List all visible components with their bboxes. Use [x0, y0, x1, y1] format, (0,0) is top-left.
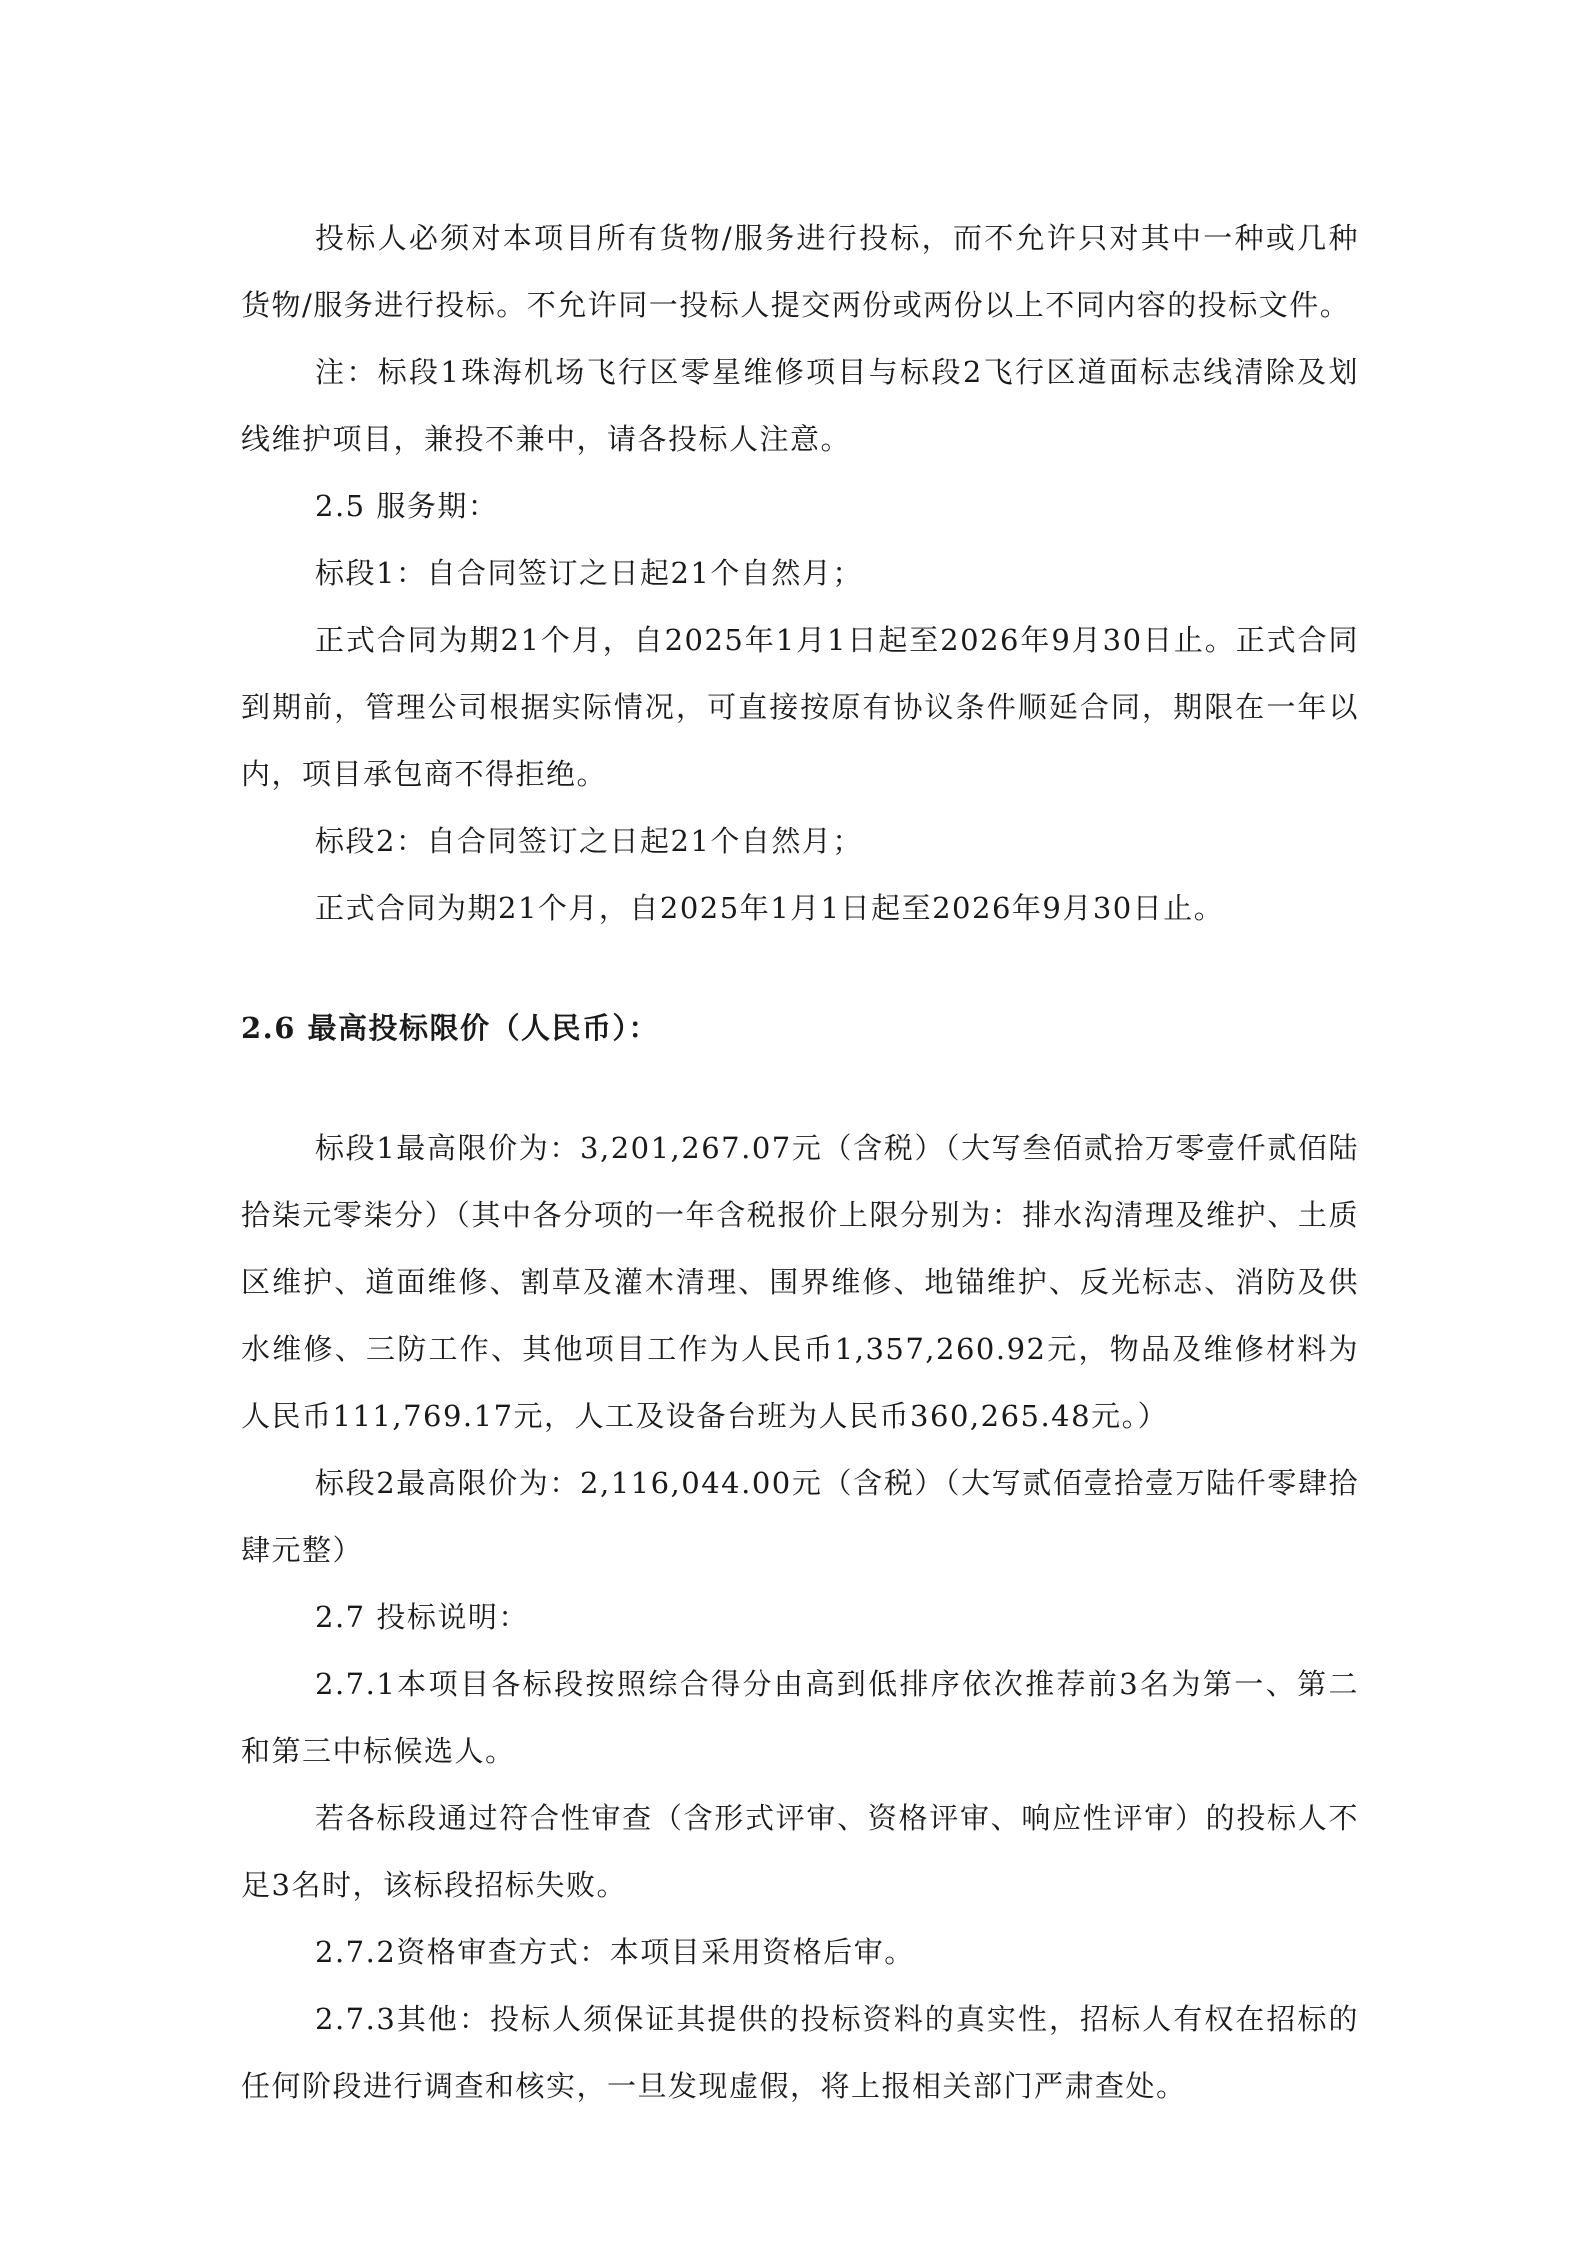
paragraph-bid-scope: 投标人必须对本项目所有货物/服务进行投标，而不允许只对其中一种或几种货物/服务进行投标。不允许同一投标人提交两份或两份以上不同内容的投标文件。	[241, 221, 1359, 322]
section-2-5-lot2: 标段2：自合同签订之日起21个自然月；	[315, 824, 863, 858]
paragraph-note-lots: 注：标段1珠海机场飞行区零星维修项目与标段2飞行区道面标志线清除及划线维护项目，兼投不兼中，请各投标人注意。	[241, 355, 1359, 456]
section-2-7-3: 2.7.3其他：投标人须保证其提供的投标资料的真实性，招标人有权在招标的任何阶段进行调查和核实，一旦发现虚假，将上报相关部门严肃查处。	[241, 2002, 1359, 2103]
section-2-5-lot2-detail: 正式合同为期21个月，自2025年1月1日起至2026年9月30日止。	[315, 891, 1225, 925]
section-2-7-2: 2.7.2资格审查方式：本项目采用资格后审。	[315, 1935, 915, 1969]
section-2-6-lot2-price: 标段2最高限价为：2,116,044.00元（含税）（大写贰佰壹拾壹万陆仟零肆拾肆元整）	[241, 1466, 1359, 1567]
section-2-7-1: 2.7.1本项目各标段按照综合得分由高到低排序依次推荐前3名为第一、第二和第三中标候选人。	[241, 1667, 1359, 1768]
section-2-5-title: 2.5 服务期：	[315, 489, 499, 523]
section-2-6-lot1-price: 标段1最高限价为：3,201,267.07元（含税）（大写叁佰贰拾万零壹仟贰佰陆拾柒元零柒分）（其中各分项的一年含税报价上限分别为：排水沟清理及维护、土质区维护、道面维修、割草及灌木清理、围界维修、地锚维护、反光标志、消防及供水维修、三防工作、其他项目工作为人民币1,357,260.92元，物品及维修材料为人民币111,769.17元，人工及设备台班为人民币360,265.48元。）	[241, 1131, 1359, 1433]
section-2-5-lot1: 标段1：自合同签订之日起21个自然月；	[315, 556, 863, 590]
section-2-7-1-note: 若各标段通过符合性审查（含形式评审、资格评审、响应性评审）的投标人不足3名时，该标段招标失败。	[241, 1801, 1359, 1902]
section-2-5-lot1-detail: 正式合同为期21个月，自2025年1月1日起至2026年9月30日止。正式合同到期前，管理公司根据实际情况，可直接按原有协议条件顺延合同，期限在一年以内，项目承包商不得拒绝。	[241, 623, 1359, 791]
section-2-6-heading: 2.6 最高投标限价（人民币）：	[241, 1011, 660, 1045]
document-body	[241, 205, 1359, 2120]
section-2-7-title: 2.7 投标说明：	[315, 1600, 529, 1634]
